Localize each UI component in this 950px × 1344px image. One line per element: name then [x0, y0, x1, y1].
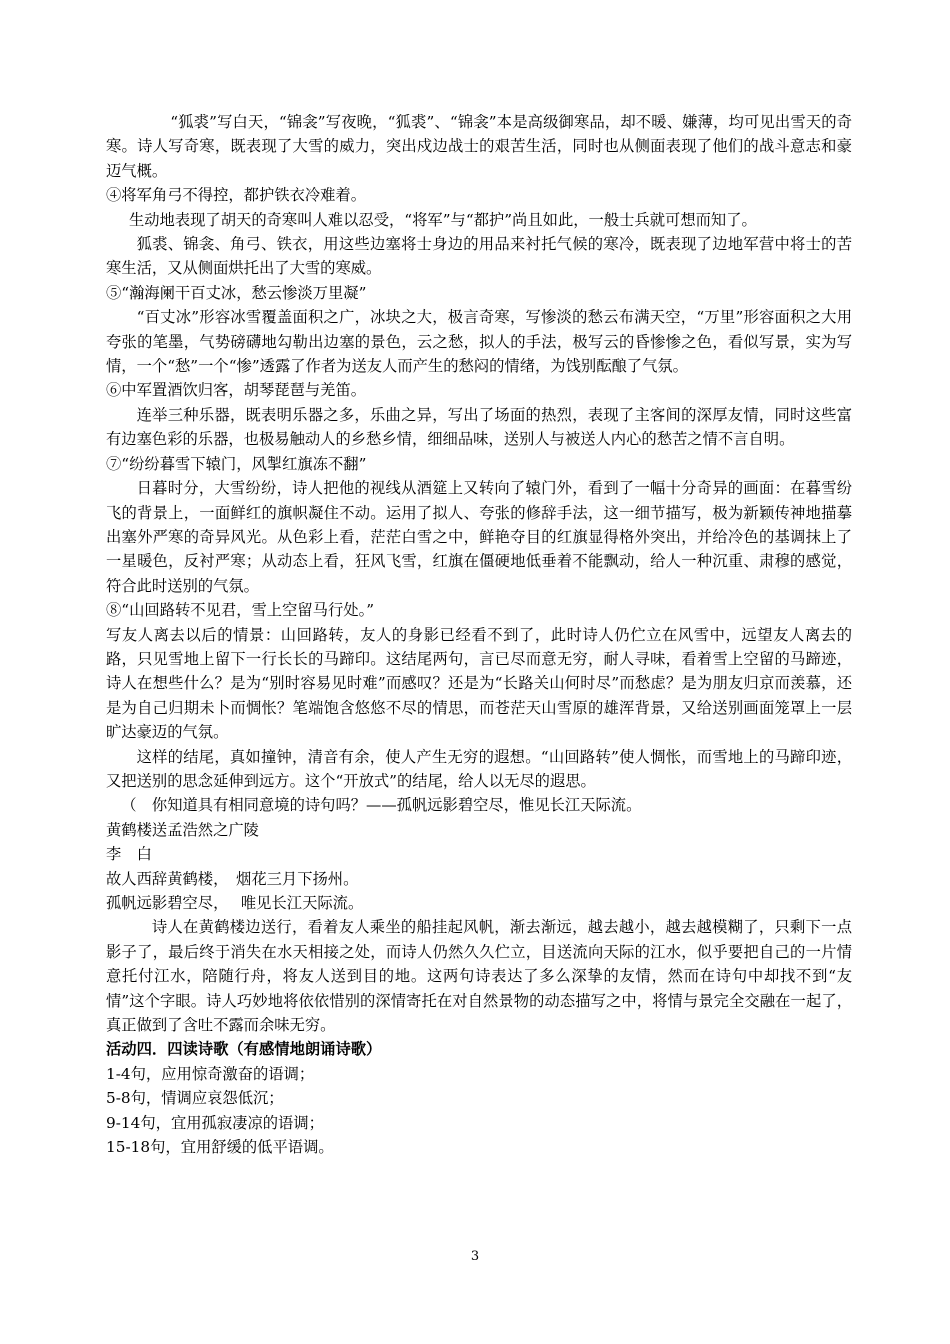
- line-evening-snow: ⑦“纷纷暮雪下辕门，风掣红旗冻不翻”: [106, 454, 367, 473]
- line-general-bow: ④将军角弓不得控，都护铁衣冷难着。: [106, 186, 367, 205]
- paragraph-red-flag: 日暮时分，大雪纷纷，诗人把他的视线从酒筵上又转向了辕门外，看到了一幅十分奇异的画面：在暮雪纷飞的背景上，一面鲜红的旗帜凝住不动。运用了拟人、夸张的修辞手法，这一细节描写，极为新颖传神地描摹出塞外严寒的奇异风光。从色彩上看，茫茫白雪之中，鲜艳夺目的红旗显得格外突出，并给冷色的基调抹上了一星暖色，反衬严寒；从动态上看，狂风飞雪，红旗在僵硬地低垂着不能飘动，给人一种沉重、肃穆的感觉，符合此时送别的气氛。: [106, 479, 852, 595]
- poem-line-1: 故人西辞黄鹤楼， 烟花三月下扬州。: [106, 869, 359, 888]
- paragraph-poem-analysis: 诗人在黄鹤楼边送行，看着友人乘坐的船挂起风帆，渐去渐远，越去越小，越去越模糊了，只剩下一点影子了，最后终于消失在水天相接之处，而诗人仍然久久伫立，目送流向天际的江水，似乎要把自己的一片情意托付江水，陪随行舟，将友人送到目的地。这两句诗表达了多么深挚的友情，然而在诗句中却找不到“友情”这个字眼。诗人巧妙地将依依惜别的深情寄托在对自然景物的动态描写之中，将情与景完全交融在一起了，真正做到了含吐不露而余味无穷。: [106, 918, 852, 1035]
- reading-tip-2: 5-8句，情调应哀怨低沉；: [106, 1089, 284, 1108]
- reading-tip-4: 15-18句，宜用舒缓的低平语调。: [106, 1138, 334, 1157]
- page-number: 3: [470, 1249, 480, 1264]
- reading-tip-1: 1-4句，应用惊奇激奋的语调；: [106, 1064, 315, 1083]
- activity-heading: 活动四．四读诗歌（有感情地朗诵诗歌）: [106, 1040, 382, 1059]
- line-mountain-road: ⑧“山回路转不见君，雪上空留马行处。”: [106, 601, 375, 620]
- paragraph-friend-departure: 写友人离去以后的情景：山回路转，友人的身影已经看不到了，此时诗人仍伫立在风雪中，远望友人离去的路，只见雪地上留下一行长长的马蹄印。这结尾两句，言已尽而意无穷，耐人寻味，看着雪上空留的马蹄迹，诗人在想些什么？是为“别时容易见时难”而感叹？还是为“长路关山何时尽”而愁虑？是为朋友归京而羡慕，还是为自己归期未卜而惆怅？笔端饱含悠悠不尽的情思，而苍茫天山雪原的雄浑背景，又给送别画面笼罩上一层旷达豪迈的气氛。: [106, 625, 852, 742]
- paragraph-general-explanation: 生动地表现了胡天的奇寒叫人难以忍受，“将军”与“都护”尚且如此，一般士兵就可想而知了。: [128, 210, 757, 229]
- paragraph-border-items: 狐裘、锦衾、角弓、铁衣，用这些边塞将士身边的用品来衬托气候的寒冷，既表现了边地军营中将士的苦寒生活，又从侧面烘托出了大雪的寒威。: [106, 235, 852, 278]
- document-body: [106, 110, 852, 1159]
- poem-line-2: 孤帆远影碧空尽， 唯见长江天际流。: [106, 894, 364, 912]
- line-central-army: ⑥中军置酒饮归客，胡琴琵琶与羌笛。: [106, 381, 367, 400]
- poem-title: 黄鹤楼送孟浩然之广陵: [106, 820, 259, 839]
- paragraph-instruments: 连举三种乐器，既表明乐器之多，乐曲之异，写出了场面的热烈，表现了主客间的深厚友情，同时这些富有边塞色彩的乐器，也极易触动人的乡愁乡情，细细品味，送别人与被送人内心的愁苦之情不言自明。: [106, 405, 852, 449]
- line-desert-ice: ⑤“瀚海阑干百丈冰，愁云惨淡万里凝”: [106, 283, 367, 302]
- paragraph-hundred-ice: “百丈冰”形容冰雪覆盖面积之广，冰块之大，极言奇寒，写惨淡的愁云布满天空，“万里”形容面积之大用夸张的笔墨，气势磅礴地勾勒出边塞的景色，云之愁，拟人的手法，极写云的昏惨惨之色，看似写景，实为写情，一个“愁”一个“惨”透露了作者为送友人而产生的愁闷的情绪，为饯别酝酿了气氛。: [106, 308, 852, 376]
- reading-tip-3: 9-14句，宜用孤寂凄凉的语调；: [106, 1113, 324, 1132]
- paragraph-ending: 这样的结尾，真如撞钟，清音有余，使人产生无穷的遐想。“山回路转”使人惆怅，而雪地上的马蹄印迹，又把送别的思念延伸到远方。这个“开放式”的结尾，给人以无尽的遐思。: [106, 747, 852, 790]
- paragraph-similar-poem: （ 你知道具有相同意境的诗句吗？——孤帆远影碧空尽，惟见长江天际流。: [121, 796, 642, 815]
- paragraph-fur-coat: “狐裘”写白天，“锦衾”写夜晚，“狐裘”、“锦衾”本是高级御寒品，却不暖、嫌薄，均可见出雪天的奇寒。诗人写奇寒，既表现了大雪的威力，突出戍边战士的艰苦生活，同时也从侧面表现了他们的战斗意志和豪迈气概。: [106, 113, 852, 180]
- poem-author: 李 白: [106, 845, 152, 864]
